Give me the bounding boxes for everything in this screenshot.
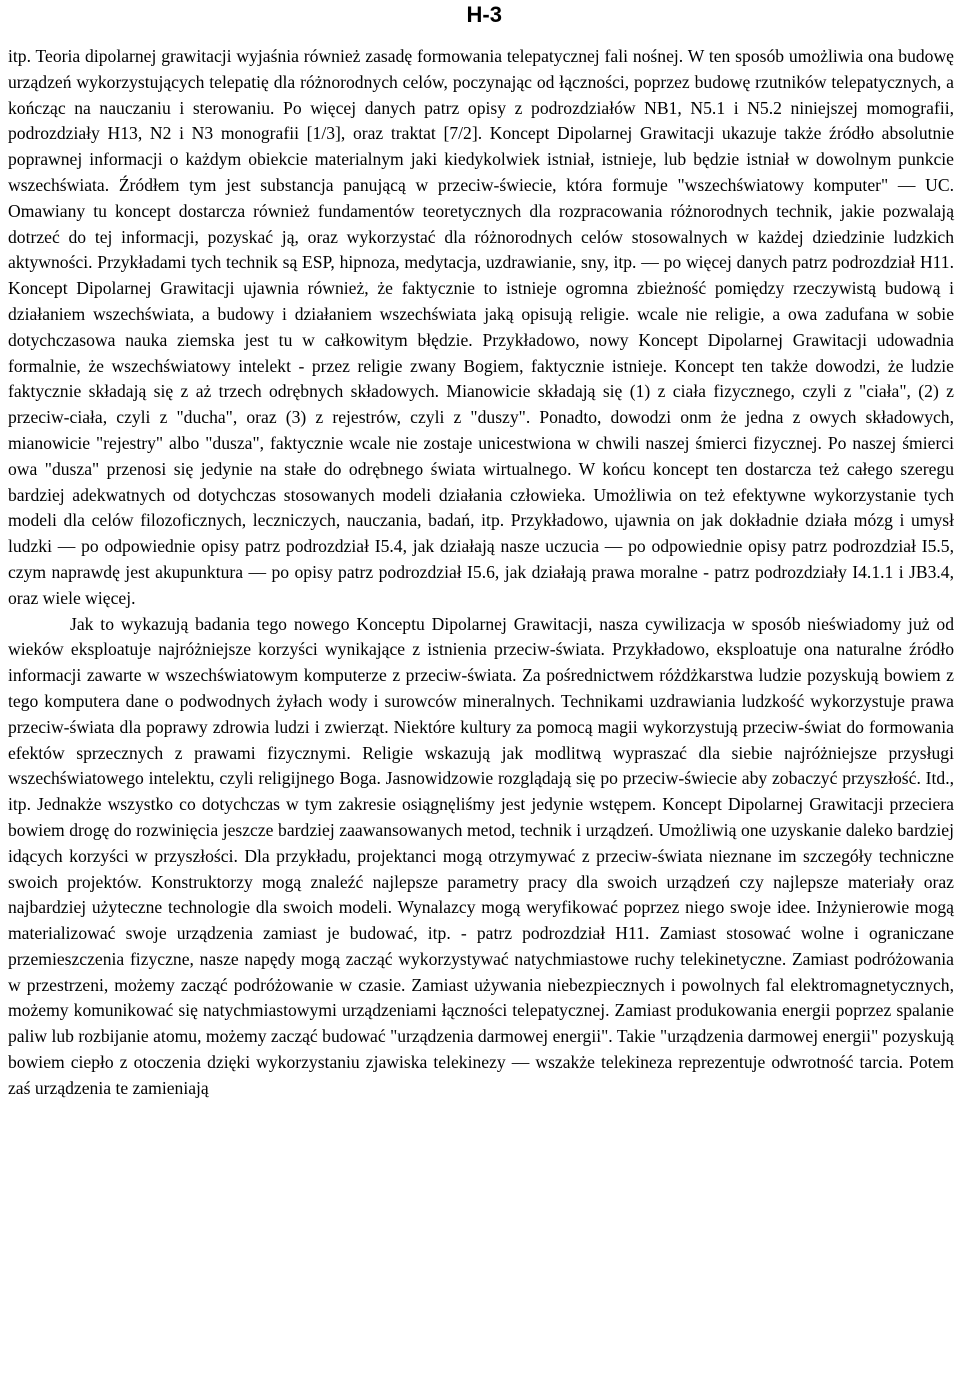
document-body: [8, 44, 954, 1102]
paragraph: itp. Teoria dipolarnej grawitacji wyjaśnia również zasadę formowania telepatycznej fali nośnej. W ten sposób umożliwia ona budowę urządzeń wykorzystujących telepatię dla różnorodnych celów, poczynając od łączności, poprzez budowę rzutników telepatycznych, a kończąc na nauczaniu i sterowaniu. Po więcej danych patrz opisy z podrozdziałów NB1, N5.1 i N5.2 niniejszej momografii, podrozdziały H13, N2 i N3 monografii [1/3], oraz traktat [7/2]. Koncept Dipolarnej Grawitacji ukazuje także źródło absolutnie poprawnej informacji o każdym obiekcie materialnym jaki kiedykolwiek istniał, istnieje, lub będzie istniał w dowolnym punkcie wszechświata. Źródłem tym jest substancja panującą w przeciw-świecie, która formuje "wszechświatowy komputer" — UC. Omawiany tu koncept dostarcza również fundamentów teoretycznych dla rozpracowania różnorodnych technik, jakie pozwalają dotrzeć do tej informacji, pozyskać ją, oraz wykorzystać dla różnorodnych celów stosowalnych w każdej dziedzinie ludzkich aktywności. Przykładami tych technik są ESP, hipnoza, medytacja, uzdrawianie, sny, itp. — po więcej danych patrz podrozdział H11. Koncept Dipolarnej Grawitacji ujawnia również, że faktycznie to istnieje ogromna zbieżność pomiędzy rzeczywistą budową i działaniem wszechświata, a budowy i działaniem wszechświata jaką opisują religie. wcale nie religie, a owa zadufana w sobie dotychczasowa nauka ziemska jest tu w całkowitym błędzie. Przykładowo, nowy Koncept Dipolarnej Grawitacji udowadnia formalnie, że wszechświatowy intelekt - przez religie zwany Bogiem, faktycznie istnieje. Koncept ten także dowodzi, że ludzie faktycznie składają się z aż trzech odrębnych składowych. Mianowicie składają się (1) z ciała fizycznego, czyli z "ciała", (2) z przeciw-ciała, czyli z "ducha", oraz (3) z rejestrów, czyli z "duszy". Ponadto, dowodzi onm że jedna z owych składowych, mianowicie "rejestry" albo "dusza", faktycznie wcale nie zostaje unicestwiona w chwili naszej śmierci fizycznej. Po naszej śmierci owa "dusza" przenosi się jedynie na stałe do odrębnego świata wirtualnego. W końcu koncept ten dostarcza też całego szeregu bardziej adekwatnych od dotychczas stosowanych modeli działania człowieka. Umożliwia on też efektywne wykorzystanie tych modeli dla celów filozoficznych, leczniczych, nauczania, badań, itp. Przykładowo, ujawnia on jak dokładnie działa mózg i umysł ludzki — po odpowiednie opisy patrz podrozdział I5.4, jak działają nasze uczucia — po odpowiednie opisy patrz podrozdział I5.5, czym naprawdę jest akupunktura — po opisy patrz podrozdział I5.6, jak działają prawa moralne - patrz podrozdziały I4.1.1 i JB3.4, oraz wiele więcej.: [8, 46, 954, 608]
paragraph: Jak to wykazują badania tego nowego Konceptu Dipolarnej Grawitacji, nasza cywilizacja w sposób nieświadomy już od wieków eksploatuje najróżniejsze korzyści wynikające z istnienia przeciw-świata. Przykładowo, eksploatuje ona naturalne źródło informacji zawarte w wszechświatowym komputerze z przeciw-świata. Za pośrednictwem różdżkarstwa ludzie pozyskują bowiem z tego komputera dane o podwodnych żyłach wody i surowców mineralnych. Technikami uzdrawiania ludzkość wykorzystuje prawa przeciw-świata dla poprawy zdrowia ludzi i zwierząt. Niektóre kultury za pomocą magii wykorzystują przeciw-świat do formowania efektów sprzecznych z prawami fizycznymi. Religie wskazują jak modlitwą wypraszać dla siebie najróżniejsze przysługi wszechświatowego intelektu, czyli religijnego Boga. Jasnowidzowie rozglądają się po przeciw-świecie aby zobaczyć przyszłość. Itd., itp. Jednakże wszystko co dotychczas w tym zakresie osiągnęliśmy jest jedynie wstępem. Koncept Dipolarnej Grawitacji przeciera bowiem drogę do rozwinięcia jeszcze bardziej zaawansowanych metod, technik i urządzeń. Umożliwią one uzyskanie daleko bardziej idących korzyści w przyszłości. Dla przykładu, projektanci mogą otrzymywać z przeciw-świata nieznane im szczegóły techniczne swoich projektów. Konstruktorzy mogą znaleźć najlepsze parametry pracy dla swoich urządzeń czy najlepsze materiały oraz najbardziej użyteczne technologie dla swoich modeli. Wynalazcy mogą weryfikować poprzez niego swoje idee. Inżynierowie mogą materializować swoje urządzenia zamiast je budować, itp. - patrz podrozdział H11. Zamiast stosować wolne i ograniczane przemieszczenia fizyczne, nasze napędy mogą zacząć wykorzystywać natychmiastowe ruchy telekinetyczne. Zamiast podróżowania w przestrzeni, możemy zacząć podróżowanie w czasie. Zamiast używania niebezpiecznych i powolnych fal elektromagnetycznych, możemy komunikować się natychmiastowymi urządzeniami łączności telepatycznej. Zamiast produkowania energii poprzez spalanie paliw lub rozbijanie atomu, możemy zacząć budować "urządzenia darmowej energii". Takie "urządzenia darmowej energii" pozyskują bowiem ciepło z otoczenia dzięki wykorzystaniu zjawiska telekinezy — wszakże telekineza reprezentuje odwrotność tarcia. Potem zaś urządzenia te zamieniają: [8, 613, 954, 1098]
page-number: H-3: [466, 2, 502, 27]
